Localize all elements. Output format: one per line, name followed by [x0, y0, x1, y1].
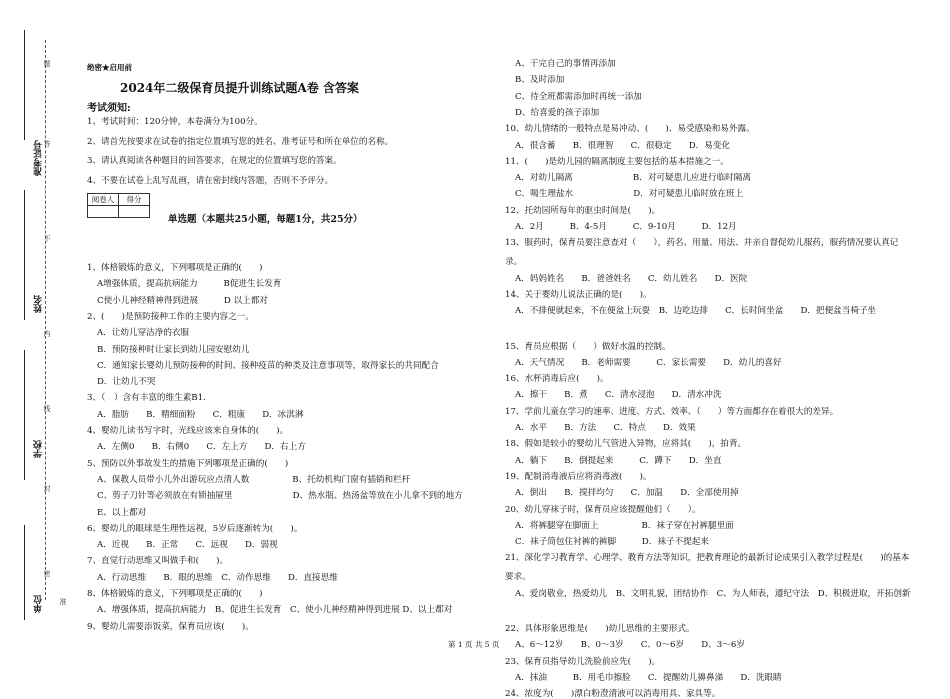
question-line: C．喝生理盐水 D．对可疑患儿临时放在班上	[515, 189, 744, 200]
question-line: A．抹油 B．用毛巾擦脸 C．提醒幼儿擤鼻涕 D．洗眼睛	[515, 672, 782, 683]
cut-mark: 线	[43, 405, 51, 412]
score-blank	[119, 206, 150, 218]
exam-number-underline	[24, 30, 25, 140]
question-line: A．躺下 B．倒提起来 C．蹲下 D．坐直	[515, 455, 722, 466]
cut-mark: 准	[59, 598, 67, 605]
binding-margin	[0, 0, 67, 671]
score-table	[87, 193, 150, 218]
question-line: 2、( )是预防接种工作的主要内容之一。	[87, 311, 254, 322]
question-line: 24、浓度为( )漂白粉澄清液可以消毒用具、家具等。	[505, 689, 721, 699]
question-line: A．倒出 B．搅拌均匀 C．加温 D．全部使用掉	[515, 488, 739, 499]
question-line: A增强体质，提高抗病能力 B促进生长发育	[97, 279, 282, 290]
question-line: 16、水杯消毒后应( )。	[505, 374, 609, 385]
question-line: 11、( )是幼儿园的隔离制度主要包括的基本措施之一。	[505, 156, 729, 167]
question-line: 21、深化学习教育学、心理学、教育方法等知识，把教育理论的最新讨论成果引入教学过程是( )的基本要求。	[505, 553, 910, 583]
page-footer: 第 1 页 共 5 页	[448, 640, 500, 649]
exam-number-label: 准考证号	[34, 140, 44, 176]
grader-blank	[88, 206, 119, 218]
question-line: E、以上都对	[97, 507, 147, 518]
question-line: 13、服药时，保育员要注意查对（ ），药名、用量、用法、并亲自督促幼儿服药，服药情况要认真记录。	[505, 238, 899, 268]
question-line: 4、婴幼儿读书写字时，光线应该来自身体的( )。	[87, 426, 289, 436]
notice-item: 2、请首先按要求在试卷的指定位置填写您的姓名、准考证号和所在单位的名称。	[87, 137, 394, 147]
notice-item: 4、不要在试卷上乱写乱画，请在密封线内答题，否则不予评分。	[87, 176, 334, 186]
question-line: A、增强体质，提高抗病能力 B、促进生长发育 C、使小儿神经精神得到进展 D、以上都对	[97, 605, 453, 616]
question-line: D、给喜爱的孩子添加	[515, 107, 600, 118]
name-label: 姓名	[34, 295, 44, 313]
question-line: A．将裤腿穿在脚面上 B．袜子穿在衬裤腿里面	[515, 520, 734, 531]
question-line: C、剪子刀针等必须放在有锁抽屉里 D、热水瓶、热汤盆等放在小儿拿不到的地方	[97, 491, 463, 502]
question-line: 1、体格锻炼的意义，下列哪项是正确的( )	[87, 263, 263, 273]
question-line: A．天气情况 B．老师需要 C．家长需要 D．幼儿的喜好	[515, 357, 782, 368]
question-line: A．妈妈姓名 B．爸爸姓名 C．幼儿姓名 D．医院	[515, 273, 748, 284]
grader-cell: 阅卷人	[88, 194, 119, 206]
question-line: 14、关于婴幼儿说法正确的是( )。	[505, 289, 652, 300]
cut-mark: 封	[43, 485, 51, 492]
cut-mark: 内	[43, 330, 51, 337]
question-line: A、保教人员带小儿外出游玩应点清人数 B、托幼机构门窗有插销和栏杆	[97, 474, 411, 485]
question-line: A．擦干 B．煮 C．清水浸泡 D．清水冲洗	[515, 390, 722, 401]
secret-mark: 绝密★启用前	[87, 63, 132, 72]
question-line: A．行动思维 B．眼的思维 C．动作思维 D．直接思维	[97, 572, 338, 583]
question-line: A．对幼儿隔离 B．对可疑患儿应进行临时隔离	[515, 173, 751, 184]
section-title: 单选题（本题共25小题，每题1分，共25分）	[168, 214, 363, 225]
question-line: 23、保育员指导幼儿洗脸前应先( )。	[505, 656, 661, 667]
notice-item: 1、考试时间：120分钟，本卷满分为100分。	[87, 117, 263, 127]
question-line: 8、体格锻炼的意义，下列哪项是正确的( )	[87, 589, 263, 599]
question-line: 6、婴幼儿的眼球是生理性远视，5岁后逐渐转为( )。	[87, 523, 303, 534]
cut-mark: 密	[43, 570, 51, 577]
school-label: 学校	[34, 440, 44, 458]
question-line: A．近视 B．正常 C．远视 D．弱视	[97, 540, 278, 551]
question-line: A、6～12岁 B、0～3岁 C、0～6岁 D、3～6岁	[515, 640, 745, 651]
question-line: 12、托幼园所每年的驱虫时间是( )。	[505, 205, 661, 216]
question-line: 7、直觉行动思维又叫做手和( )。	[87, 556, 229, 567]
question-line: C、待全班都需添加时再统一添加	[515, 91, 642, 102]
question-line: A．左侧0 B．右侧0 C．左上方 D．右上方	[97, 442, 306, 453]
question-line: A．不排便就起来，不在便盆上玩耍 B．边吃边排 C．长时间坐盆 D．把便盆当椅子坐	[515, 306, 877, 317]
question-line: 19、配制消毒液后应将消毒液( )。	[505, 471, 652, 482]
question-line: 5、预防以外事故发生的措施下列哪项是正确的( )	[87, 458, 289, 469]
score-cell: 得分	[119, 194, 150, 206]
question-line: 18、假如是较小的婴幼儿气管进入异物，应将其( )，拍背。	[505, 439, 747, 450]
page-title: 2024年二级保育员提升训练试题A卷 含答案	[120, 81, 359, 95]
question-line: A．脂肪 B．精细面粉 C．粗康 D．冰淇淋	[97, 409, 304, 420]
question-line: D．让幼儿不哭	[97, 377, 156, 388]
question-line: 10、幼儿情绪的一般特点是易冲动、( )、易受感染和易外露。	[505, 124, 755, 135]
question-line: 17、学前儿童在学习的速率、进度、方式、效率、（ ）等方面都存在着很大的差异。	[505, 406, 839, 417]
question-line: 15、育员应根据（ ）做好水温的控制。	[505, 341, 671, 352]
question-line: A、爱岗敬业，热爱幼儿 B、文明礼貌，团结协作 C、为人师表，遵纪守法 D、积极进取，开拓创新	[515, 588, 911, 599]
school-underline	[24, 350, 25, 480]
question-line: 20、幼儿穿袜子时，保育员应该提醒他们（ ）。	[505, 504, 701, 515]
question-line: A．水平 B．方法 C．特点 D．效果	[515, 423, 696, 433]
notice-heading: 考试须知:	[87, 103, 131, 114]
question-line: B、及时添加	[515, 75, 565, 86]
question-line: A、干完自己的事情再添加	[515, 59, 616, 69]
unit-underline	[24, 525, 25, 620]
question-line: C．袜子筒包住衬裤的裤脚 D．袜子不提起来	[515, 537, 709, 548]
cut-mark: 答	[43, 140, 51, 147]
cut-mark: 题	[43, 60, 51, 67]
question-line: 3、（ ）含有丰富的维生素B1.	[87, 393, 206, 404]
seal-line	[45, 40, 46, 600]
question-line: A．让幼儿穿洁净的衣服	[97, 328, 190, 339]
notice-item: 3、请认真阅读各种题目的回答要求，在规定的位置填写您的答案。	[87, 156, 342, 166]
question-line: A．很含蓄 B．很理智 C．很稳定 D．易变化	[515, 140, 731, 151]
unit-label: 单位	[34, 595, 44, 613]
question-line: B．预防接种时让家长到幼儿园安慰幼儿	[97, 344, 250, 355]
question-line: A．2月 B．4-5月 C．9-10月 D．12月	[515, 222, 737, 232]
question-line: C使小儿神经精神得到进展 D 以上都对	[97, 295, 268, 306]
question-line: 22、具体形象思维是( )幼儿思维的主要形式。	[505, 624, 695, 634]
name-underline	[24, 190, 25, 320]
question-line: C．通知家长婴幼儿预防接种的时间、接种疫苗的种类及注意事项等，取得家长的共同配合	[97, 360, 439, 371]
cut-mark: 不	[43, 235, 51, 242]
question-line: 9、婴幼儿需要添饭菜，保育员应该( )。	[87, 621, 254, 632]
